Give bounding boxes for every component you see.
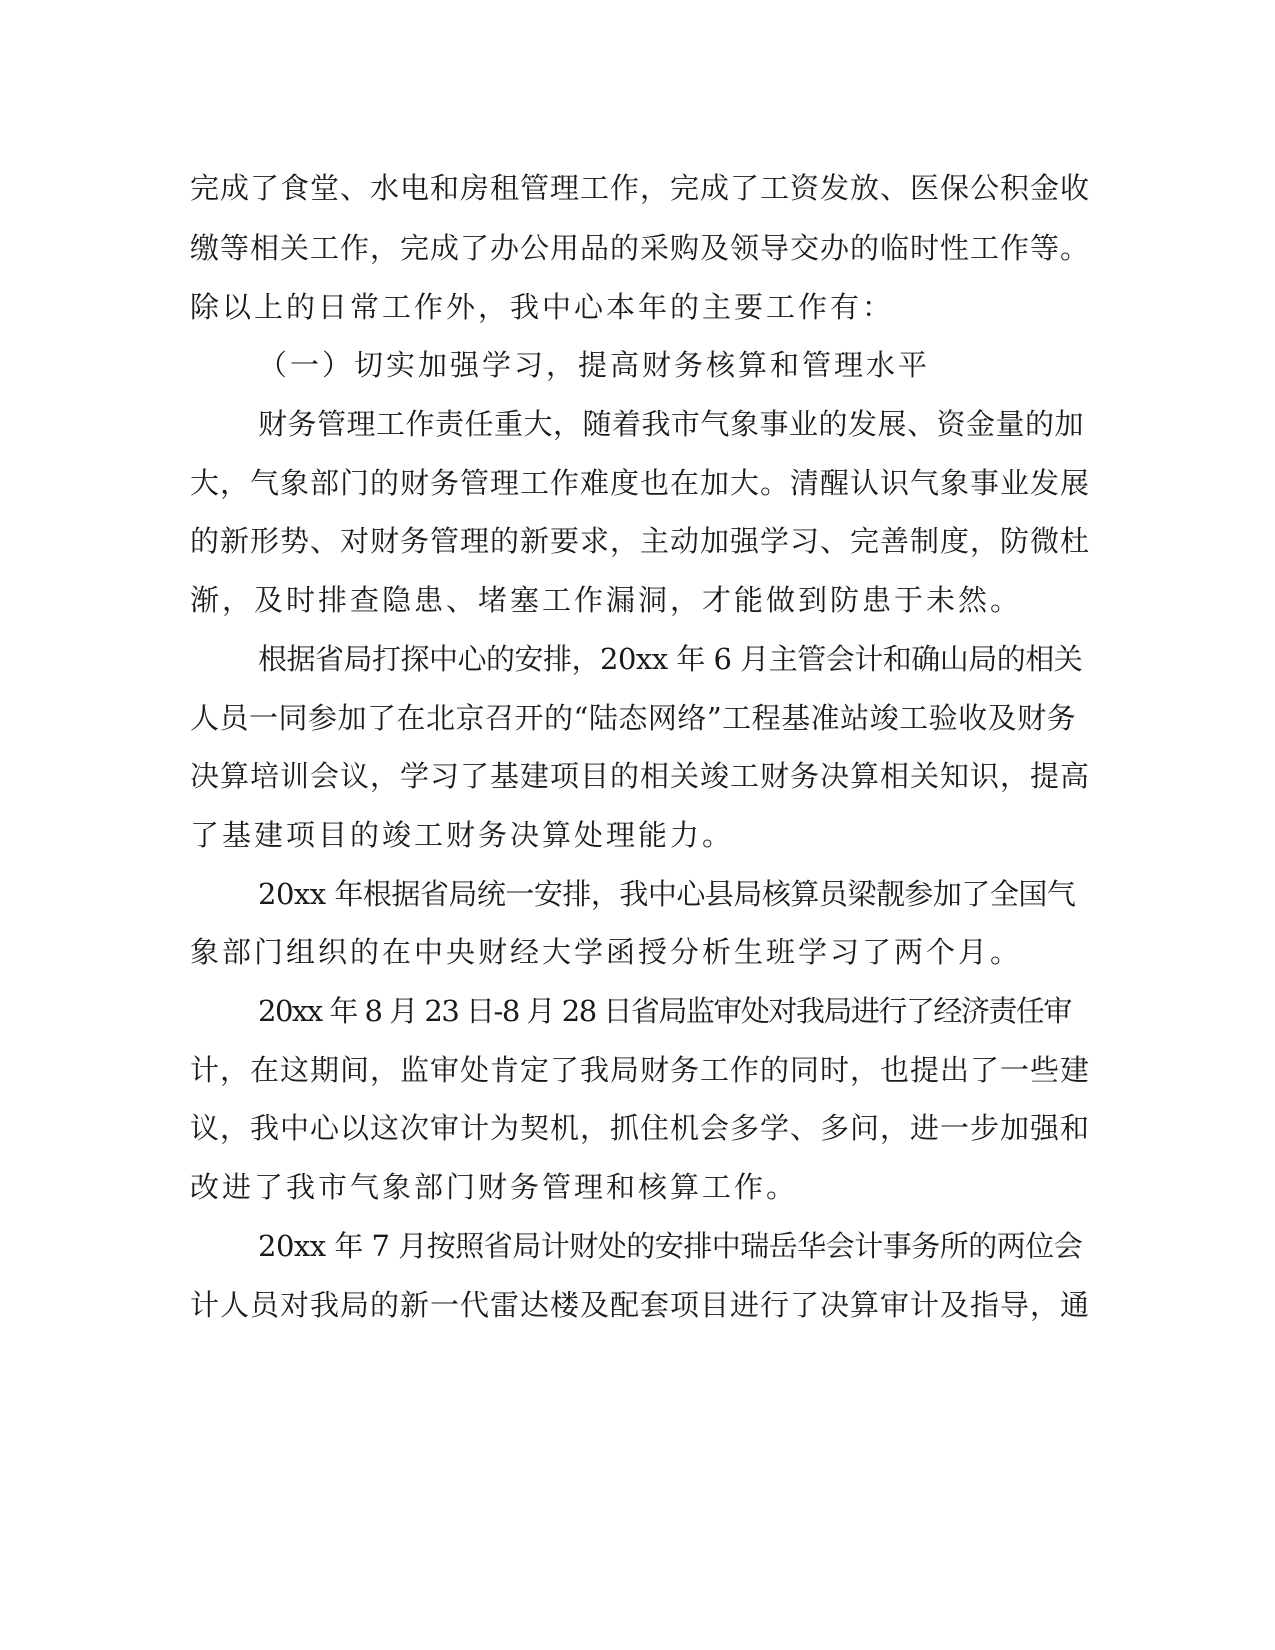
text-line: 了基建项目的竣工财务决算处理能力。 [190,818,735,852]
text-line: 20xx 年 8 月 23 日-8 月 28 日省局监审处对我局进行了经济责任审 [258,994,1071,1028]
text-line: 议，我中心以这次审计为契机，抓住机会多学、多问，进一步加强和 [190,1111,1091,1145]
text-line: 大，气象部门的财务管理工作难度也在加大。清醒认识气象事业发展 [190,466,1091,500]
text-line: 的新形势、对财务管理的新要求，主动加强学习、完善制度，防微杜 [190,524,1091,558]
text-line: 完成了食堂、水电和房租管理工作，完成了工资发放、医保公积金收 [190,171,1091,205]
text-line: 20xx 年根据省局统一安排，我中心县局核算员梁靓参加了全国气 [258,877,1076,911]
text-line: 象部门组织的在中央财经大学函授分析生班学习了两个月。 [190,935,1023,969]
text-line: 计人员对我局的新一代雷达楼及配套项目进行了决算审计及指导，通 [190,1288,1091,1322]
text-line: 除以上的日常工作外，我中心本年的主要工作有： [190,290,895,324]
text-line: 20xx 年 7 月按照省局计财处的安排中瑞岳华会计事务所的两位会 [258,1229,1083,1263]
text-line: 财务管理工作责任重大，随着我市气象事业的发展、资金量的加 [258,407,1085,441]
text-line: 根据省局打探中心的安排，20xx 年 6 月主管会计和确山局的相关 [258,642,1083,676]
section-heading: （一）切实加强学习，提高财务核算和管理水平 [258,348,931,382]
text-line: 改进了我市气象部门财务管理和核算工作。 [190,1170,799,1204]
text-line: 缴等相关工作，完成了办公用品的采购及领导交办的临时性工作等。 [190,231,1091,265]
text-line: 人员一同参加了在北京召开的“陆态网络”工程基准站竣工验收及财务 [190,701,1077,735]
text-line: 计，在这期间，监审处肯定了我局财务工作的同时，也提出了一些建 [190,1053,1091,1087]
text-line: 决算培训会议，学习了基建项目的相关竣工财务决算相关知识，提高 [190,759,1091,793]
text-line: 渐，及时排查隐患、堵塞工作漏洞，才能做到防患于未然。 [190,583,1023,617]
